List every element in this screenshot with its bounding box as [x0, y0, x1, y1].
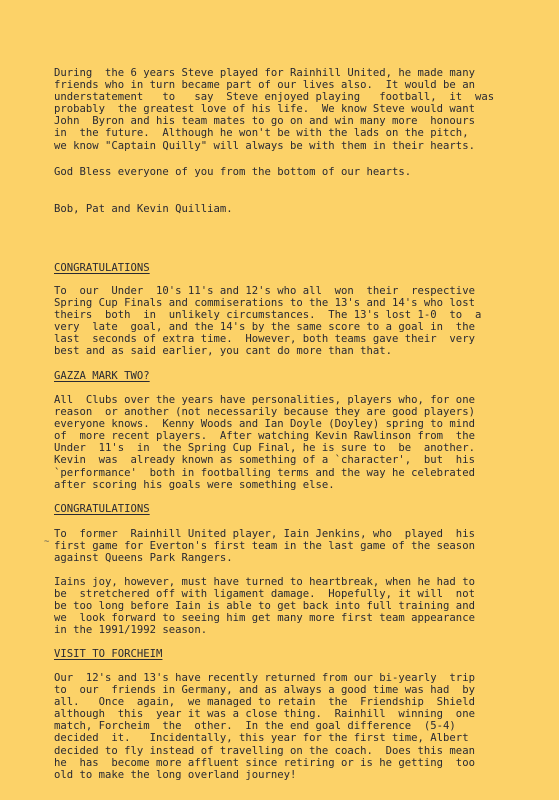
text-line: theirs both in unlikely circumstances. The 13's lost 1-0 to a	[54, 309, 482, 322]
text-line: after scoring his goals were something else.	[54, 478, 335, 491]
text-line: we know "Captain Quilly" will always be with them in their hearts.	[54, 139, 475, 152]
text-line: John Byron and his team mates to go on and win many more honours	[54, 115, 475, 128]
text-line: against Queens Park Rangers.	[54, 552, 233, 565]
text-line: everyone knows. Kenny Woods and Ian Doyle (Doyley) spring to mind	[54, 418, 475, 431]
text-line: of more recent players. After watching Kevin Rawlinson from the	[54, 430, 475, 443]
margin-mark: ~	[44, 537, 50, 547]
text-line: be stretchered off with ligament damage. Hopefully, it will not	[54, 588, 475, 601]
signature-text: Bob, Pat and Kevin Quilliam.	[54, 203, 233, 215]
section-heading-congratulations: CONGRATULATIONS	[54, 262, 150, 274]
section-heading-forcheim: VISIT TO FORCHEIM	[54, 648, 163, 660]
text-line: During the 6 years Steve played for Rainhill United, he made many	[54, 67, 475, 79]
text-line: best and as said earlier, you cant do more than that.	[54, 345, 393, 358]
text-line: Iains joy, however, must have turned to heartbreak, when he had to	[54, 576, 475, 588]
section-paragraph	[54, 672, 526, 781]
text-line: `performance' both in footballing terms and the way he celebrated	[54, 466, 475, 479]
signature-line	[54, 203, 526, 215]
text-line: he has become more affluent since retiring or is he getting too	[54, 756, 475, 769]
text-line: in the 1991/1992 season.	[54, 624, 208, 637]
text-line: Our 12's and 13's have recently returned from our bi-yearly trip	[54, 672, 475, 684]
text-line: Kevin was already known as something of a `character', but his	[54, 454, 475, 467]
tribute-paragraph	[54, 67, 526, 152]
section-heading-gazza: GAZZA MARK TWO?	[54, 370, 150, 382]
text-line: To our Under 10's 11's and 12's who all won their respective	[54, 285, 475, 297]
text-line: understatement to say Steve enjoyed playing football, it was	[54, 91, 495, 104]
text-line: decided it. Incidentally, this year for the first time, Albert	[54, 732, 469, 745]
text-line: probably the greatest love of his life. We know Steve would want	[54, 103, 475, 116]
text-line: reason or another (not necessarily because they are good players)	[54, 406, 475, 419]
blessing-line	[54, 166, 526, 178]
text-line: although this year it was a close thing. Rainhill winning one	[54, 708, 475, 721]
text-line: to our friends in Germany, and as always a good time was had by	[54, 684, 475, 697]
text-line: in the future. Although he won't be with the lads on the pitch,	[54, 127, 469, 140]
text-line: all. Once again, we managed to retain the Friendship Shield	[54, 696, 475, 709]
text-line: first game for Everton's first team in the last game of the season	[54, 540, 475, 553]
text-line: we look forward to seeing him get many more first team appearance	[54, 612, 475, 625]
section-paragraph	[54, 285, 526, 358]
text-line: Under 11's in the Spring Cup Final, he is sure to be another.	[54, 442, 475, 455]
text-line: All Clubs over the years have personalities, players who, for one	[54, 394, 475, 406]
text-line: be too long before Iain is able to get back into full training and	[54, 600, 475, 613]
text-line: friends who in turn became part of our lives also. It would be an	[54, 79, 475, 92]
text-line: decided to fly instead of travelling on the coach. Does this mean	[54, 744, 475, 757]
text-line: very late goal, and the 14's by the same score to a goal in the	[54, 321, 475, 334]
text-line: match, Forcheim the other. In the end goal difference (5-4)	[54, 720, 456, 733]
text-line: Spring Cup Finals and commiserations to the 13's and 14's who lost	[54, 297, 475, 310]
section-paragraph	[54, 576, 526, 636]
section-paragraph	[54, 394, 526, 491]
section-heading-congratulations: CONGRATULATIONS	[54, 503, 150, 515]
blessing-text: God Bless everyone of you from the bottom of our hearts.	[54, 166, 412, 178]
text-line: old to make the long overland journey!	[54, 768, 297, 781]
section-paragraph	[54, 528, 526, 564]
text-line: last seconds of extra time. However, both teams gave their very	[54, 333, 475, 346]
text-line: To former Rainhill United player, Iain Jenkins, who played his	[54, 528, 475, 540]
